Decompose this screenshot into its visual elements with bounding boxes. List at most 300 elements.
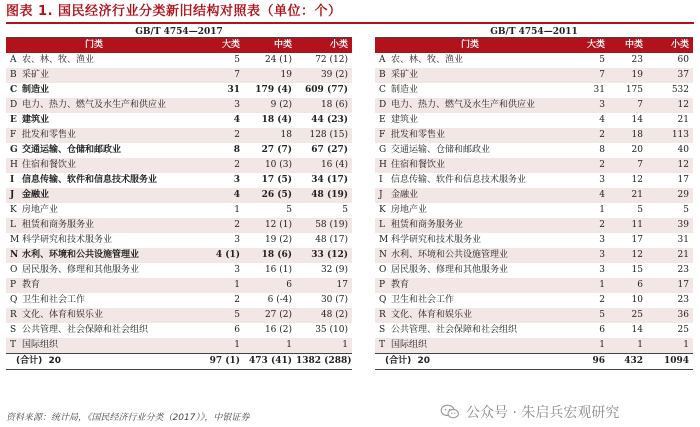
category-name: 房地产业 bbox=[22, 205, 59, 215]
minor-cell: 32 (9) bbox=[320, 265, 348, 275]
category-cell bbox=[375, 278, 565, 293]
category-name: 农、林、牧、渔业 bbox=[391, 55, 464, 65]
category-code: R bbox=[10, 310, 17, 320]
minor-cell: 23 bbox=[677, 265, 689, 275]
major-cell: 5 bbox=[599, 55, 605, 65]
category-cell bbox=[375, 68, 565, 83]
medium-cell: 5 bbox=[637, 205, 643, 215]
minor-cell: 5 bbox=[342, 205, 348, 215]
category-name: 信息传输、软件和信息技术服务业 bbox=[22, 175, 158, 185]
minor-cell: 113 bbox=[671, 130, 689, 140]
minor-cell: 58 (19) bbox=[315, 220, 348, 230]
category-name: 批发和零售业 bbox=[22, 130, 77, 140]
medium-cell: 25 bbox=[631, 310, 643, 320]
category-cell bbox=[6, 278, 182, 293]
medium-cell: 18 (4) bbox=[261, 115, 292, 125]
major-cell: 2 bbox=[599, 130, 605, 140]
major-cell: 2 bbox=[599, 160, 605, 170]
category-cell bbox=[6, 173, 182, 188]
medium-cell: 7 bbox=[637, 100, 643, 110]
category-code: H bbox=[10, 160, 18, 170]
minor-cell: 29 bbox=[677, 190, 689, 200]
category-cell bbox=[6, 218, 182, 233]
category-code: J bbox=[379, 190, 383, 200]
category-name: 制造业 bbox=[22, 85, 50, 95]
major-cell: 2 bbox=[234, 295, 240, 305]
total-minor: 1382 (288) bbox=[296, 356, 352, 366]
category-name: 租赁和商务服务业 bbox=[391, 220, 464, 230]
header-minor: 小类 bbox=[329, 40, 348, 50]
table-row bbox=[375, 53, 693, 68]
category-cell bbox=[6, 203, 182, 218]
category-cell bbox=[375, 203, 565, 218]
table-row bbox=[6, 263, 352, 278]
major-cell: 3 bbox=[599, 235, 605, 245]
table-row bbox=[6, 143, 352, 158]
category-name: 住宿和餐饮业 bbox=[22, 160, 77, 170]
header-major: 大类 bbox=[586, 40, 605, 50]
category-code: N bbox=[10, 250, 19, 260]
medium-cell: 18 bbox=[631, 130, 643, 140]
category-cell bbox=[375, 98, 565, 113]
minor-cell: 12 bbox=[677, 160, 689, 170]
header-major: 大类 bbox=[221, 40, 240, 50]
minor-cell: 532 bbox=[671, 85, 689, 95]
category-name: 卫生和社会工作 bbox=[22, 295, 86, 305]
minor-cell: 48 (19) bbox=[311, 190, 348, 200]
table-row bbox=[375, 203, 693, 218]
medium-cell: 1 bbox=[637, 340, 643, 350]
category-code: G bbox=[10, 145, 18, 155]
medium-cell: 12 (1) bbox=[264, 220, 292, 230]
medium-cell: 19 bbox=[280, 70, 292, 80]
table-row bbox=[6, 83, 352, 98]
major-cell: 4 bbox=[233, 115, 240, 125]
category-cell bbox=[375, 293, 565, 308]
category-cell bbox=[375, 128, 565, 143]
category-name: 住宿和餐饮业 bbox=[391, 160, 446, 170]
header-category: 门类 bbox=[460, 40, 479, 50]
table-row bbox=[375, 263, 693, 278]
category-name: 文化、体育和娱乐业 bbox=[22, 310, 104, 320]
minor-cell: 60 bbox=[677, 55, 689, 65]
category-code: S bbox=[379, 325, 386, 335]
category-cell bbox=[6, 143, 182, 158]
header-category: 门类 bbox=[84, 40, 103, 50]
table-row bbox=[375, 293, 693, 308]
minor-cell: 5 bbox=[683, 205, 689, 215]
minor-cell: 21 bbox=[677, 115, 689, 125]
medium-cell: 16 (2) bbox=[264, 325, 292, 335]
major-cell: 8 bbox=[599, 145, 605, 155]
medium-cell: 17 bbox=[631, 235, 643, 245]
total-label: (合计) 20 bbox=[16, 356, 62, 366]
category-cell bbox=[6, 53, 182, 68]
table-row bbox=[6, 308, 352, 323]
minor-cell: 17 bbox=[677, 175, 689, 185]
category-cell bbox=[6, 158, 182, 173]
minor-cell: 67 (27) bbox=[311, 145, 348, 155]
category-code: F bbox=[10, 130, 17, 140]
minor-cell: 33 (12) bbox=[311, 250, 348, 260]
minor-cell: 30 (7) bbox=[320, 295, 348, 305]
category-name: 文化、体育和娱乐业 bbox=[391, 310, 473, 320]
major-cell: 8 bbox=[233, 145, 240, 155]
major-cell: 2 bbox=[234, 130, 240, 140]
medium-cell: 27 (2) bbox=[264, 310, 292, 320]
source-note: 资料来源：统计局，《国民经济行业分类（2017）》，中银证券 bbox=[6, 413, 250, 423]
category-code: I bbox=[379, 175, 383, 185]
category-code: C bbox=[10, 85, 18, 95]
category-name: 房地产业 bbox=[391, 205, 428, 215]
category-name: 卫生和社会工作 bbox=[391, 295, 455, 305]
minor-cell: 18 (6) bbox=[320, 100, 348, 110]
category-code: J bbox=[10, 190, 15, 200]
major-cell: 31 bbox=[227, 85, 240, 95]
total-major: 96 bbox=[592, 356, 605, 366]
category-cell bbox=[375, 143, 565, 158]
table-row bbox=[375, 68, 693, 83]
category-code: Q bbox=[379, 295, 387, 305]
category-name: 电力、热力、燃气及水生产和供应业 bbox=[391, 100, 536, 110]
table-header bbox=[6, 38, 352, 53]
category-cell bbox=[375, 173, 565, 188]
category-code: K bbox=[379, 205, 386, 215]
category-code: T bbox=[379, 340, 386, 350]
table-row bbox=[6, 338, 352, 353]
category-name: 科学研究和技术服务业 bbox=[391, 235, 482, 245]
major-cell: 1 bbox=[599, 280, 605, 290]
major-cell: 2 bbox=[234, 220, 240, 230]
category-name: 科学研究和技术服务业 bbox=[22, 235, 113, 245]
category-code: H bbox=[379, 160, 387, 170]
table-row bbox=[375, 248, 693, 263]
table-header bbox=[375, 38, 693, 53]
medium-cell: 20 bbox=[631, 145, 643, 155]
category-name: 制造业 bbox=[391, 85, 419, 95]
category-cell bbox=[6, 233, 182, 248]
minor-cell: 17 bbox=[677, 280, 689, 290]
table-row bbox=[375, 128, 693, 143]
major-cell: 7 bbox=[234, 70, 240, 80]
category-name: 信息传输、软件和信息技术服务业 bbox=[391, 175, 527, 185]
major-cell: 3 bbox=[599, 250, 605, 260]
minor-cell: 36 bbox=[677, 310, 689, 320]
category-cell bbox=[375, 248, 565, 263]
category-name: 批发和零售业 bbox=[391, 130, 446, 140]
table-row bbox=[6, 323, 352, 338]
minor-cell: 44 (23) bbox=[311, 115, 348, 125]
major-cell: 3 bbox=[234, 235, 240, 245]
minor-cell: 1 bbox=[342, 340, 348, 350]
total-medium: 432 bbox=[624, 356, 643, 366]
category-code: P bbox=[10, 280, 17, 290]
category-cell bbox=[6, 83, 182, 98]
category-cell bbox=[6, 263, 182, 278]
medium-cell: 18 bbox=[280, 130, 292, 140]
medium-cell: 21 bbox=[631, 190, 643, 200]
medium-cell: 175 bbox=[625, 85, 643, 95]
table-row bbox=[375, 323, 693, 338]
major-cell: 3 bbox=[234, 100, 240, 110]
category-cell bbox=[375, 53, 565, 68]
major-cell: 6 bbox=[234, 325, 240, 335]
table-row bbox=[6, 53, 352, 68]
medium-cell: 7 bbox=[637, 160, 643, 170]
category-name: 金融业 bbox=[391, 190, 419, 200]
medium-cell: 14 bbox=[631, 115, 643, 125]
major-cell: 6 bbox=[599, 325, 605, 335]
total-major: 97 (1) bbox=[209, 356, 240, 366]
category-code: D bbox=[10, 100, 18, 110]
major-cell: 3 bbox=[234, 265, 240, 275]
category-name: 农、林、牧、渔业 bbox=[22, 55, 95, 65]
table-row bbox=[6, 173, 352, 188]
standard-label: GB/T 4754—2017 bbox=[6, 27, 352, 38]
category-cell bbox=[375, 338, 565, 353]
major-cell: 1 bbox=[234, 205, 240, 215]
header-minor: 小类 bbox=[670, 40, 689, 50]
category-cell bbox=[6, 113, 182, 128]
minor-cell: 40 bbox=[677, 145, 689, 155]
medium-cell: 27 (7) bbox=[261, 145, 292, 155]
category-cell bbox=[375, 308, 565, 323]
major-cell: 1 bbox=[234, 280, 240, 290]
medium-cell: 14 bbox=[631, 325, 643, 335]
minor-cell: 1 bbox=[683, 340, 689, 350]
category-cell bbox=[375, 218, 565, 233]
table-body bbox=[375, 53, 693, 353]
table-row bbox=[6, 113, 352, 128]
category-cell bbox=[6, 308, 182, 323]
minor-cell: 39 bbox=[677, 220, 689, 230]
medium-cell: 6 bbox=[286, 280, 292, 290]
table-row bbox=[6, 128, 352, 143]
total-label: (合计) 20 bbox=[385, 356, 431, 366]
medium-cell: 1 bbox=[286, 340, 292, 350]
category-name: 国际组织 bbox=[391, 340, 428, 350]
major-cell: 4 (1) bbox=[215, 250, 240, 260]
category-name: 公共管理、社会保障和社会组织 bbox=[22, 325, 149, 335]
major-cell: 2 bbox=[234, 160, 240, 170]
major-cell: 2 bbox=[599, 220, 605, 230]
category-code: C bbox=[379, 85, 386, 95]
category-code: L bbox=[379, 220, 385, 230]
minor-cell: 17 bbox=[336, 280, 348, 290]
category-cell bbox=[6, 68, 182, 83]
title-rule bbox=[6, 22, 694, 24]
watermark bbox=[440, 402, 690, 422]
category-code: G bbox=[379, 145, 387, 155]
category-cell bbox=[375, 158, 565, 173]
category-cell bbox=[6, 128, 182, 143]
category-code: M bbox=[10, 235, 20, 245]
table-row bbox=[6, 248, 352, 263]
minor-cell: 128 (15) bbox=[309, 130, 348, 140]
standard-label: GB/T 4754—2011 bbox=[375, 27, 693, 38]
minor-cell: 25 bbox=[677, 325, 689, 335]
table-row bbox=[6, 233, 352, 248]
category-name: 水利、环境和公共设施管理业 bbox=[391, 250, 509, 260]
total-row bbox=[6, 353, 352, 370]
category-cell bbox=[6, 338, 182, 353]
category-name: 居民服务、修理和其他服务业 bbox=[22, 265, 140, 275]
category-cell bbox=[6, 323, 182, 338]
table-row bbox=[375, 113, 693, 128]
medium-cell: 12 bbox=[631, 250, 643, 260]
major-cell: 31 bbox=[593, 85, 605, 95]
category-name: 电力、热力、燃气及水生产和供应业 bbox=[22, 100, 167, 110]
category-code: A bbox=[10, 55, 17, 65]
category-name: 金融业 bbox=[22, 190, 50, 200]
medium-cell: 19 (2) bbox=[264, 235, 292, 245]
minor-cell: 48 (2) bbox=[320, 310, 348, 320]
category-code: T bbox=[10, 340, 17, 350]
category-code: S bbox=[10, 325, 17, 335]
table-2011 bbox=[375, 27, 693, 370]
category-code: A bbox=[379, 55, 386, 65]
category-cell bbox=[375, 188, 565, 203]
medium-cell: 10 bbox=[631, 295, 643, 305]
total-minor: 1094 bbox=[663, 356, 689, 366]
major-cell: 3 bbox=[599, 175, 605, 185]
category-name: 采矿业 bbox=[391, 70, 419, 80]
table-row bbox=[6, 188, 352, 203]
table-row bbox=[6, 68, 352, 83]
category-code: N bbox=[379, 250, 387, 260]
medium-cell: 179 (4) bbox=[255, 85, 292, 95]
table-row bbox=[375, 218, 693, 233]
table-row bbox=[6, 293, 352, 308]
minor-cell: 12 bbox=[677, 100, 689, 110]
category-cell bbox=[6, 248, 182, 263]
medium-cell: 19 bbox=[631, 70, 643, 80]
minor-cell: 21 bbox=[677, 250, 689, 260]
category-code: R bbox=[379, 310, 386, 320]
table-row bbox=[375, 98, 693, 113]
category-code: D bbox=[379, 100, 387, 110]
table-row bbox=[375, 173, 693, 188]
category-name: 租赁和商务服务业 bbox=[22, 220, 95, 230]
category-cell bbox=[375, 323, 565, 338]
category-code: P bbox=[379, 280, 386, 290]
medium-cell: 6 (-4) bbox=[267, 295, 292, 305]
major-cell: 4 bbox=[599, 115, 605, 125]
medium-cell: 16 (1) bbox=[264, 265, 292, 275]
table-row bbox=[375, 83, 693, 98]
medium-cell: 12 bbox=[631, 175, 643, 185]
category-name: 建筑业 bbox=[22, 115, 50, 125]
minor-cell: 23 bbox=[677, 295, 689, 305]
category-cell bbox=[6, 293, 182, 308]
category-name: 教育 bbox=[391, 280, 410, 290]
medium-cell: 9 (2) bbox=[270, 100, 292, 110]
table-row bbox=[375, 158, 693, 173]
minor-cell: 39 (2) bbox=[320, 70, 348, 80]
category-code: E bbox=[10, 115, 17, 125]
table-row bbox=[6, 98, 352, 113]
category-name: 居民服务、修理和其他服务业 bbox=[391, 265, 509, 275]
table-row bbox=[375, 188, 693, 203]
minor-cell: 72 (12) bbox=[315, 55, 348, 65]
header-medium: 中类 bbox=[624, 40, 643, 50]
category-code: Q bbox=[10, 295, 18, 305]
minor-cell: 48 (17) bbox=[315, 235, 348, 245]
category-name: 教育 bbox=[22, 280, 41, 290]
table-row bbox=[375, 278, 693, 293]
category-cell bbox=[375, 233, 565, 248]
minor-cell: 37 bbox=[677, 70, 689, 80]
category-cell bbox=[6, 98, 182, 113]
medium-cell: 18 (6) bbox=[261, 250, 292, 260]
category-code: O bbox=[10, 265, 18, 275]
major-cell: 1 bbox=[234, 340, 240, 350]
major-cell: 5 bbox=[599, 310, 605, 320]
medium-cell: 11 bbox=[631, 220, 643, 230]
table-row bbox=[6, 203, 352, 218]
medium-cell: 23 bbox=[631, 55, 643, 65]
total-row bbox=[375, 353, 693, 370]
major-cell: 3 bbox=[599, 100, 605, 110]
category-name: 交通运输、仓储和邮政业 bbox=[391, 145, 491, 155]
table-row bbox=[375, 338, 693, 353]
medium-cell: 24 (1) bbox=[264, 55, 292, 65]
major-cell: 7 bbox=[599, 70, 605, 80]
table-row bbox=[6, 278, 352, 293]
category-code: O bbox=[379, 265, 387, 275]
major-cell: 3 bbox=[599, 265, 605, 275]
major-cell: 3 bbox=[233, 175, 240, 185]
table-body bbox=[6, 53, 352, 353]
category-name: 公共管理、社会保障和社会组织 bbox=[391, 325, 518, 335]
category-code: B bbox=[379, 70, 386, 80]
minor-cell: 31 bbox=[677, 235, 689, 245]
minor-cell: 16 (4) bbox=[320, 160, 348, 170]
minor-cell: 609 (77) bbox=[305, 85, 348, 95]
medium-cell: 6 bbox=[637, 280, 643, 290]
category-code: E bbox=[379, 115, 386, 125]
category-cell bbox=[375, 113, 565, 128]
category-name: 国际组织 bbox=[22, 340, 59, 350]
major-cell: 4 bbox=[599, 190, 605, 200]
table-2017 bbox=[6, 27, 352, 370]
watermark-text: 公众号 · 朱启兵宏观研究 bbox=[466, 405, 620, 421]
major-cell: 5 bbox=[234, 55, 240, 65]
major-cell: 1 bbox=[599, 205, 605, 215]
category-name: 水利、环境和公共设施管理业 bbox=[22, 250, 140, 260]
category-code: B bbox=[10, 70, 17, 80]
header-medium: 中类 bbox=[273, 40, 292, 50]
category-code: I bbox=[10, 175, 15, 185]
category-name: 交通运输、仓储和邮政业 bbox=[22, 145, 122, 155]
category-cell bbox=[6, 188, 182, 203]
major-cell: 5 bbox=[234, 310, 240, 320]
medium-cell: 17 (5) bbox=[261, 175, 292, 185]
medium-cell: 26 (5) bbox=[261, 190, 292, 200]
minor-cell: 34 (17) bbox=[311, 175, 348, 185]
major-cell: 2 bbox=[599, 295, 605, 305]
total-medium: 473 (41) bbox=[249, 356, 292, 366]
category-name: 建筑业 bbox=[391, 115, 419, 125]
category-cell bbox=[375, 83, 565, 98]
category-cell bbox=[375, 263, 565, 278]
major-cell: 4 bbox=[233, 190, 240, 200]
table-title: 图表 1. 国民经济行业分类新旧结构对照表（单位：个） bbox=[6, 4, 342, 19]
major-cell: 1 bbox=[599, 340, 605, 350]
table-row bbox=[6, 218, 352, 233]
medium-cell: 10 (3) bbox=[264, 160, 292, 170]
wechat-icon bbox=[440, 404, 460, 420]
